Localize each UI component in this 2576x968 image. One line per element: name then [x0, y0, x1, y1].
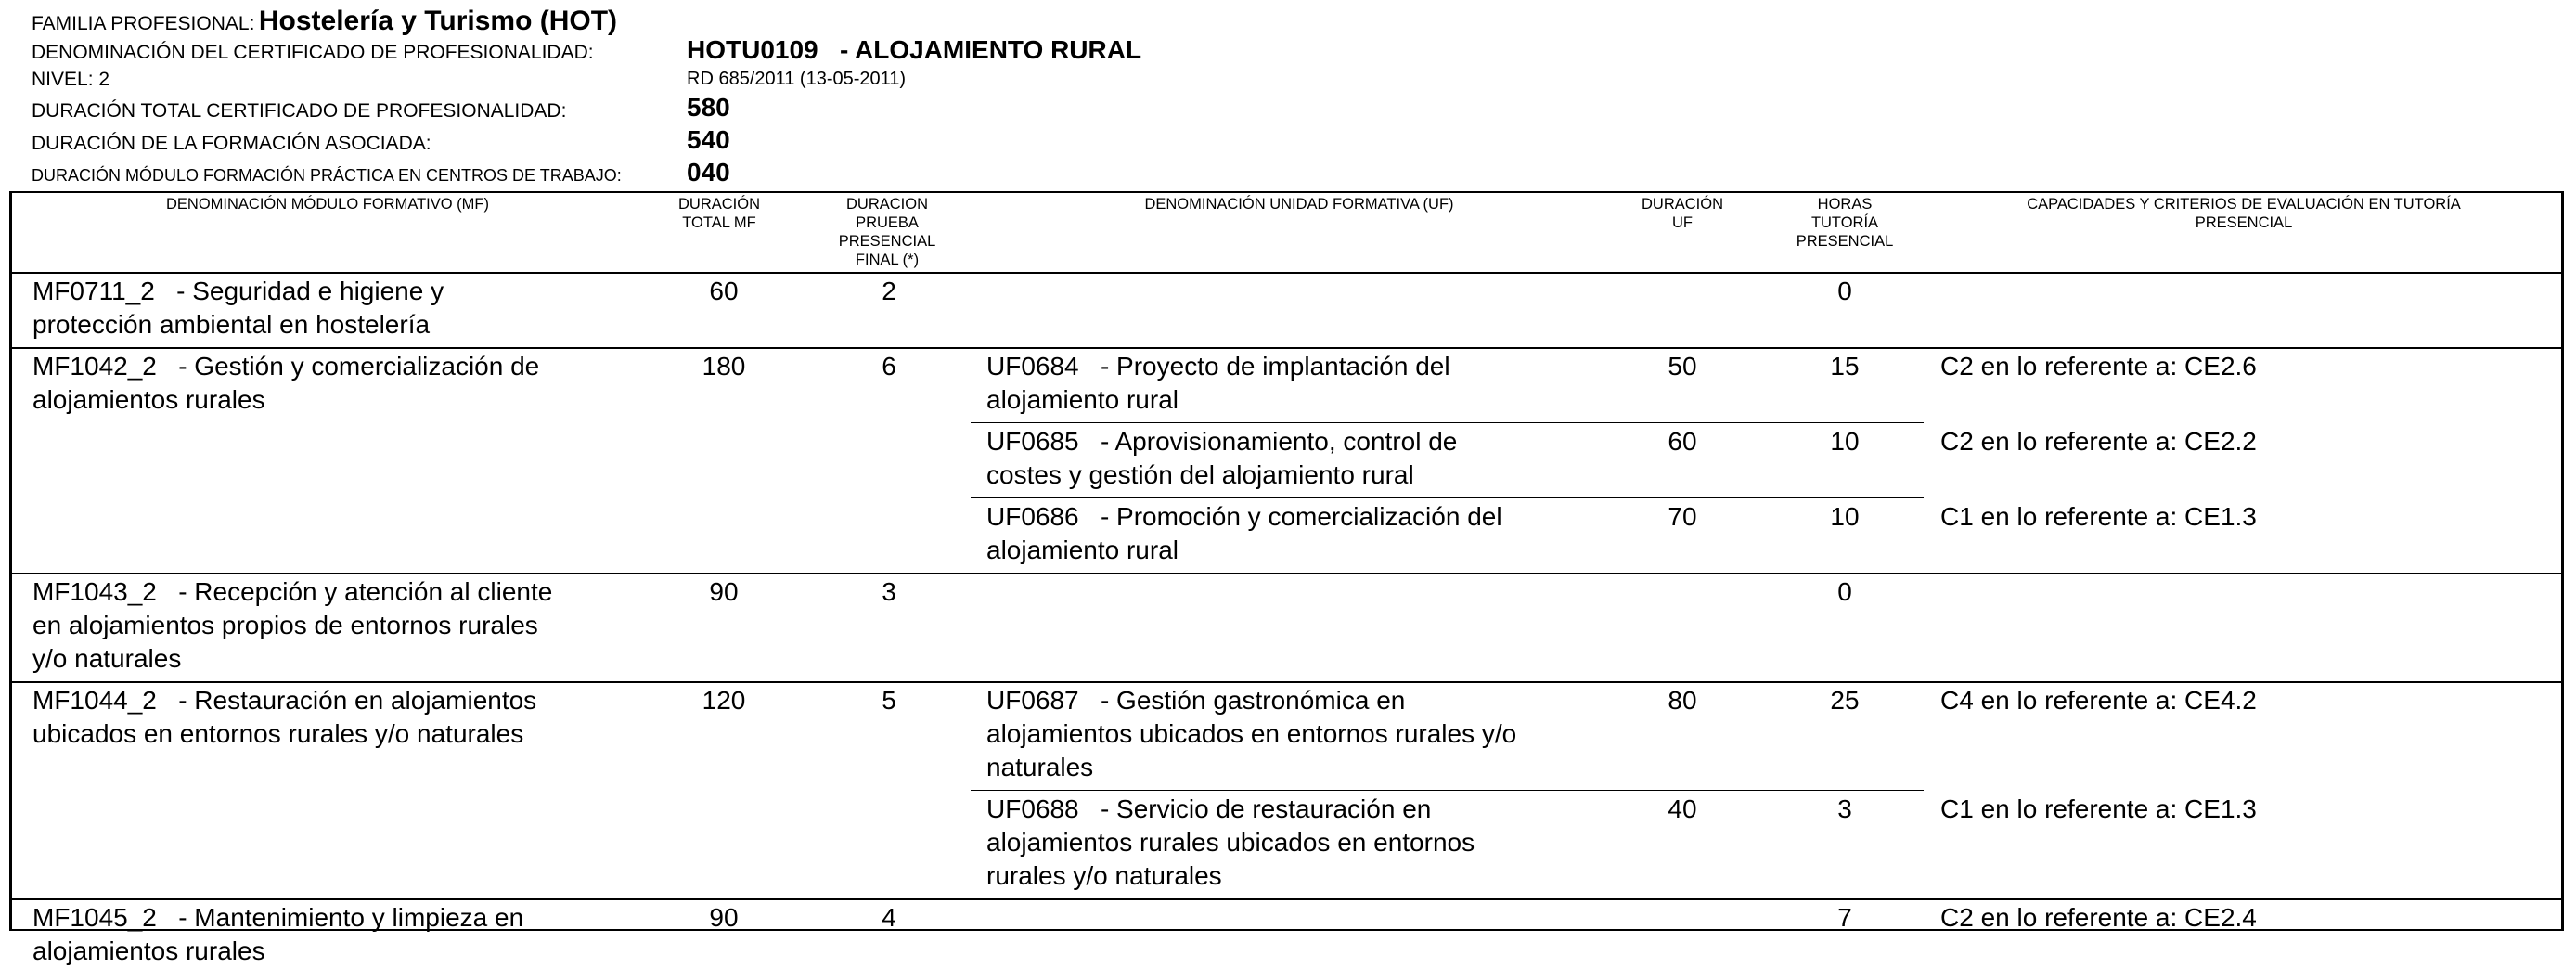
unit-divider [971, 497, 1924, 498]
module-name: MF1042_2 - Gestión y comercialización de alojamientos rurales [32, 352, 540, 414]
col-header-tutoria: HORAS TUTORÍA PRESENCIAL [1796, 196, 1894, 250]
module-duration: 180 [702, 352, 746, 381]
unit-criteria: C2 en lo referente a: CE2.2 [1940, 427, 2257, 456]
duracion-practica-value: 040 [687, 158, 730, 187]
denominacion-value: HOTU0109 - ALOJAMIENTO RURAL [687, 35, 1142, 64]
nivel-label: NIVEL: 2 [32, 69, 110, 90]
unit-tutoring-hours: 0 [1837, 577, 1852, 606]
col-header-duracion-mf: DURACIÓN TOTAL MF [677, 196, 760, 231]
unit-tutoring-hours: 3 [1837, 794, 1852, 823]
col-header-uf: DENOMINACIÓN UNIDAD FORMATIVA (UF) [1144, 196, 1454, 213]
duracion-practica-label: DURACIÓN MÓDULO FORMACIÓN PRÁCTICA EN CENTROS DE TRABAJO: [32, 166, 622, 185]
unit-tutoring-hours: 10 [1830, 502, 1860, 531]
unit-criteria: C1 en lo referente a: CE1.3 [1940, 502, 2257, 531]
module-duration: 90 [709, 577, 739, 606]
familia-row [32, 6, 617, 37]
module-divider [9, 347, 2564, 349]
module-divider [9, 573, 2564, 574]
module-name: MF1044_2 - Restauración en alojamientos ubicados en entornos rurales y/o naturales [32, 686, 537, 748]
col-header-capacidades: CAPACIDADES Y CRITERIOS DE EVALUACIÓN EN TUTORÍA PRESENCIAL [2027, 196, 2461, 231]
unit-duration: 60 [1668, 427, 1697, 456]
module-test-duration: 2 [882, 277, 896, 305]
module-name: MF1045_2 - Mantenimiento y limpieza en alojamientos rurales [32, 903, 524, 965]
unit-tutoring-hours: 25 [1830, 686, 1860, 715]
col-header-prueba: DURACION PRUEBA PRESENCIAL FINAL (*) [838, 196, 936, 268]
unit-criteria: C1 en lo referente a: CE1.3 [1940, 794, 2257, 823]
module-divider [9, 681, 2564, 683]
header-bottom-border [9, 272, 2564, 274]
module-test-duration: 6 [882, 352, 896, 381]
module-duration: 120 [702, 686, 746, 715]
modules-table [9, 192, 2564, 965]
unit-duration: 40 [1668, 794, 1697, 823]
unit-tutoring-hours: 10 [1830, 427, 1860, 456]
duracion-total-label: DURACIÓN TOTAL CERTIFICADO DE PROFESIONALIDAD: [32, 100, 567, 122]
module-test-duration: 5 [882, 686, 896, 715]
unit-name: UF0688 - Servicio de restauración en alojamientos rurales ubicados en entornos rurales y/o naturales [986, 794, 1475, 890]
familia-value: Hostelería y Turismo (HOT) [258, 6, 618, 36]
unit-criteria: C2 en lo referente a: CE2.6 [1940, 352, 2257, 381]
unit-criteria: C2 en lo referente a: CE2.4 [1940, 903, 2257, 932]
unit-name: UF0684 - Proyecto de implantación del alojamiento rural [986, 352, 1450, 414]
unit-tutoring-hours: 15 [1830, 352, 1860, 381]
unit-duration: 80 [1668, 686, 1697, 715]
duracion-total-value: 580 [687, 93, 730, 122]
unit-name: UF0687 - Gestión gastronómica en alojamientos ubicados en entornos rurales y/o naturales [986, 686, 1517, 781]
col-header-duracion-uf: DURACIÓN UF [1641, 196, 1723, 231]
module-test-duration: 3 [882, 577, 896, 606]
unit-criteria: C4 en lo referente a: CE4.2 [1940, 686, 2257, 715]
col-header-mf: DENOMINACIÓN MÓDULO FORMATIVO (MF) [165, 196, 489, 213]
denominacion-label: DENOMINACIÓN DEL CERTIFICADO DE PROFESIONALIDAD: [32, 42, 594, 63]
module-test-duration: 4 [882, 903, 896, 932]
unit-duration: 70 [1668, 502, 1697, 531]
unit-divider [971, 790, 1924, 791]
module-divider [9, 898, 2564, 900]
duracion-formacion-label: DURACIÓN DE LA FORMACIÓN ASOCIADA: [32, 133, 431, 154]
unit-name: UF0685 - Aprovisionamiento, control de costes y gestión del alojamiento rural [986, 427, 1458, 489]
familia-label: FAMILIA PROFESIONAL: [32, 13, 255, 34]
module-name: MF1043_2 - Recepción y atención al cliente en alojamientos propios de entornos rurales y/o naturales [32, 577, 553, 673]
module-duration: 60 [709, 277, 739, 305]
unit-duration: 50 [1668, 352, 1697, 381]
duracion-formacion-value: 540 [687, 125, 730, 154]
unit-divider [971, 422, 1924, 423]
unit-tutoring-hours: 7 [1837, 903, 1852, 932]
table-top-border [9, 191, 2564, 193]
unit-tutoring-hours: 0 [1837, 277, 1852, 305]
module-duration: 90 [709, 903, 739, 932]
module-name: MF0711_2 - Seguridad e higiene y protección ambiental en hostelería [32, 277, 444, 339]
rd-value: RD 685/2011 (13-05-2011) [687, 69, 907, 89]
unit-name: UF0686 - Promoción y comercialización del alojamiento rural [986, 502, 1502, 564]
